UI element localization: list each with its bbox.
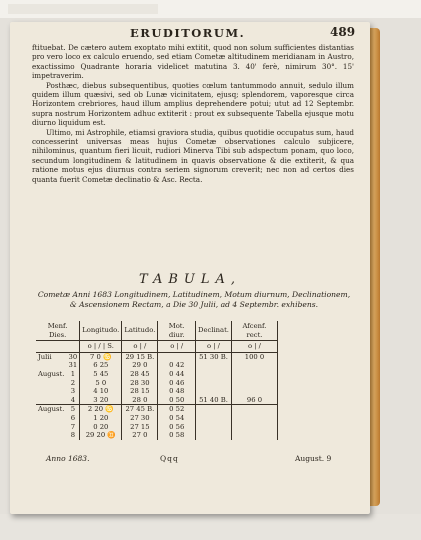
- column-subheader: [36, 341, 80, 353]
- running-title: ERUDITORUM.: [130, 26, 246, 40]
- cell-day: 5: [67, 405, 80, 414]
- cell-asc: [231, 431, 277, 440]
- cell-mot: 0 50: [158, 396, 196, 405]
- book-page: [10, 22, 370, 514]
- cell-asc: [231, 423, 277, 432]
- table-header-row: [36, 321, 278, 341]
- cell-asc: 96 0: [231, 396, 277, 405]
- cell-day: 2: [67, 379, 80, 388]
- cell-lat: 27 15: [122, 423, 158, 432]
- cell-day: 31: [67, 361, 80, 370]
- cell-decl: [196, 370, 232, 379]
- cell-day: 7: [67, 423, 80, 432]
- paragraph: ftituebat. De cætero autem exoptato mihi extitit, quod non solum sufficientes distantias pro vero loco ex calculo eruendo, sed etiam Cometæ altitudinem meridianam in Austro, exactissimo Quadrante horaria videlicet matutina 3. 40' ferè, nimirum 30°. 15' impetraverim.: [32, 43, 354, 81]
- cell-mot: 0 54: [158, 414, 196, 423]
- cell-decl: [196, 387, 232, 396]
- column-subheader: o | /: [231, 341, 277, 353]
- cell-decl: [196, 431, 232, 440]
- cell-long: 1 20: [80, 414, 122, 423]
- cell-month: [36, 423, 67, 432]
- scan-bottom-strip: [0, 514, 421, 540]
- cell-lat: 29 15 B.: [122, 352, 158, 361]
- signature-mark: Qqq: [160, 454, 179, 463]
- page-footer: [10, 454, 370, 466]
- cell-mot: 0 44: [158, 370, 196, 379]
- cell-long: 2 20 ♋: [80, 405, 122, 414]
- body-text: [32, 43, 354, 184]
- cell-mot: 0 56: [158, 423, 196, 432]
- cell-asc: [231, 405, 277, 414]
- cell-month: August.: [36, 405, 67, 414]
- cell-lat: 27 45 B.: [122, 405, 158, 414]
- cell-long: 3 20: [80, 396, 122, 405]
- paragraph: Ultimo, mi Astrophile, etiamsi graviora studia, quibus quotidie occupatus sum, haud concesserint universas meas hujus Cometæ observationes calculo subjicere, nihilominus, quantum fieri licuit, rudiori Minerva Tibi sub adspectum ponam, quo loco, secundum longitudinem & latitudinem in quavis observatione & die extiterit, & qua ratione motus ejus diurnus contra seriem signorum creverit; nec non ad certos dies quanta fuerit Cometæ declinatio & Asc. Recta.: [32, 127, 354, 184]
- column-subheader: o | /: [196, 341, 232, 353]
- column-header: Menf. Dies.: [36, 321, 80, 341]
- cell-long: 5 0: [80, 379, 122, 388]
- table-row: [36, 414, 278, 423]
- cell-lat: 28 30: [122, 379, 158, 388]
- table-row: [36, 396, 278, 405]
- paragraph: Posthæc, diebus subsequentibus, quoties cœlum tantummodo annuit, sedulo illum quidem illum quæsivi, sed ob Lunæ vicinitatem, ejusq; splendorem, vaporesque circa Horizontem crebriores, haud illum amplius deprehendere potui; utut ad 12 Septembr. supra nostrum Horizontem adhuc extiterit : prout ex subsequente Tabella ejusque motu diurno liquidum est.: [32, 80, 354, 128]
- cell-lat: 28 45: [122, 370, 158, 379]
- table-body: [36, 352, 278, 439]
- cell-month: [36, 414, 67, 423]
- scan-top-strip: [0, 0, 421, 18]
- cell-month: [36, 431, 67, 440]
- cell-mot: 0 42: [158, 361, 196, 370]
- cell-asc: [231, 387, 277, 396]
- cell-long: 29 20 ♊: [80, 431, 122, 440]
- cell-long: 4 10: [80, 387, 122, 396]
- running-header: [10, 26, 370, 42]
- cell-lat: 27 0: [122, 431, 158, 440]
- column-subheader: o | /: [158, 341, 196, 353]
- cell-mot: 0 58: [158, 431, 196, 440]
- table-subheader-row: [36, 341, 278, 353]
- cell-month: Julii: [38, 352, 52, 361]
- cell-day: 3: [67, 387, 80, 396]
- cell-decl: [196, 361, 232, 370]
- cell-decl: [196, 423, 232, 432]
- cell-lat: 28 15: [122, 387, 158, 396]
- cell-lat: 28 0: [122, 396, 158, 405]
- page-number: 489: [330, 25, 356, 39]
- table-row: [36, 387, 278, 396]
- cell-decl: [196, 414, 232, 423]
- column-header: Declinat.: [196, 321, 232, 341]
- table-row: [36, 431, 278, 440]
- table-row: [36, 405, 278, 414]
- column-subheader: o | / | S.: [80, 341, 122, 353]
- cell-long: 6 25: [80, 361, 122, 370]
- cell-decl: [196, 405, 232, 414]
- column-header: Latitudo.: [122, 321, 158, 341]
- table-row: [36, 370, 278, 379]
- cell-decl: [196, 379, 232, 388]
- catchword: August. 9: [295, 454, 332, 463]
- cell-decl: 51 40 B.: [196, 396, 232, 405]
- table-heading: TABULA,: [138, 272, 241, 287]
- table-row: [36, 352, 278, 361]
- table-row: [36, 423, 278, 432]
- cell-lat: 27 30: [122, 414, 158, 423]
- cell-month: [36, 396, 67, 405]
- cell-mot: [158, 352, 196, 361]
- cell-day: 4: [67, 396, 80, 405]
- cell-day: 1: [67, 370, 80, 379]
- cell-month: August.: [38, 369, 65, 378]
- cell-day: 8: [67, 431, 80, 440]
- column-subheader: o | /: [122, 341, 158, 353]
- cell-month: [36, 387, 67, 396]
- column-header: Longitudo.: [80, 321, 122, 341]
- cell-month: [36, 379, 67, 388]
- cell-long: 0 20: [80, 423, 122, 432]
- cell-decl: 51 30 B.: [196, 352, 232, 361]
- cell-lat: 29 0: [122, 361, 158, 370]
- footer-year: Anno 1683.: [46, 454, 90, 463]
- cell-mot: 0 52: [158, 405, 196, 414]
- column-header: Afcenf. rect.: [231, 321, 277, 341]
- table-caption: Cometæ Anni 1683 Longitudinem, Latitudinem, Motum diurnum, Declinationem, & Ascensionem Rectam, a Die 30 Julii, ad 4 Septembr. exhibens.: [37, 290, 351, 309]
- table-row: [36, 379, 278, 388]
- column-header: Mot. diur.: [158, 321, 196, 341]
- cell-mot: 0 46: [158, 379, 196, 388]
- cell-asc: [231, 379, 277, 388]
- cell-month: [36, 361, 67, 370]
- cell-asc: [231, 361, 277, 370]
- cell-mot: 0 48: [158, 387, 196, 396]
- cell-asc: [231, 370, 277, 379]
- cell-long: 5 45: [80, 370, 122, 379]
- table-row: [36, 361, 278, 370]
- cell-asc: 100 0: [231, 352, 277, 361]
- cell-asc: [231, 414, 277, 423]
- comet-ephemeris-table: [36, 321, 278, 440]
- cell-long: 7 0 ♋: [80, 352, 122, 361]
- cell-day: 30: [67, 352, 80, 361]
- cell-day: 6: [67, 414, 80, 423]
